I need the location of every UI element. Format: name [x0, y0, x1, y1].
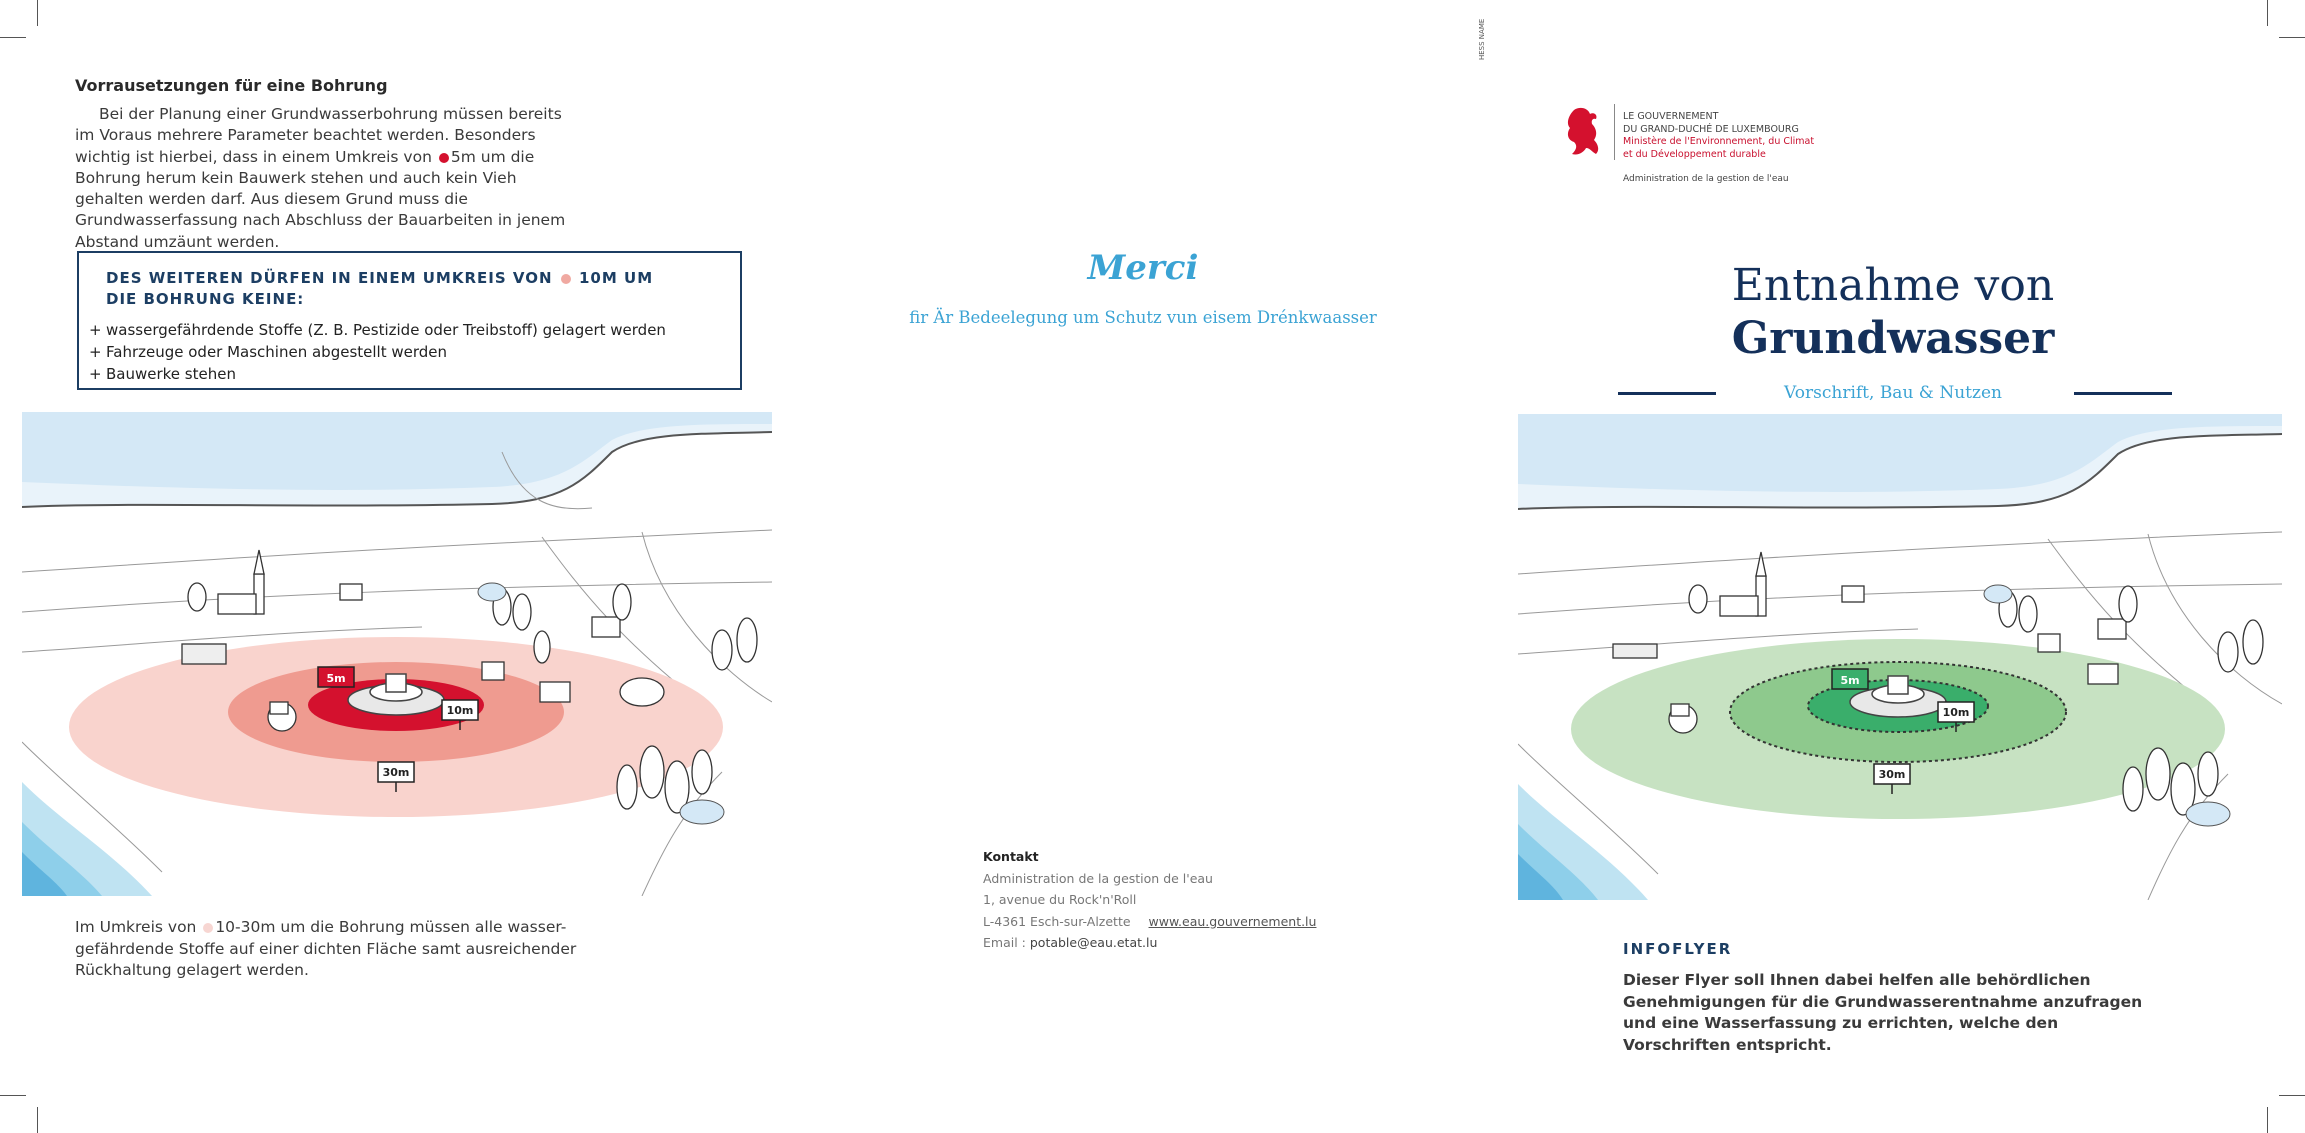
contact-city: L-4361 Esch-sur-Alzette	[983, 913, 1131, 929]
section-heading: Vorrausetzungen für eine Bohrung	[75, 76, 388, 95]
red-zone-dot-icon	[439, 153, 449, 163]
bottom-text-a: Im Umkreis von	[75, 918, 197, 936]
light-zone-dot-icon	[203, 923, 213, 933]
crop-mark	[0, 37, 26, 38]
merci-heading: Merci	[1087, 248, 1199, 288]
infoflyer-label: INFOFLYER	[1623, 940, 1733, 958]
contact-line: 1, avenue du Rock'n'Roll	[983, 892, 1137, 907]
red-lion-logo-icon	[1560, 104, 1604, 160]
zone-label-10m: 10m	[1942, 706, 1970, 719]
contact-line	[983, 932, 1316, 954]
rule-box-title-b: 10M UM DIE BOHRUNG KEINE:	[106, 269, 654, 308]
list-item	[89, 341, 666, 363]
zone-label-5m: 5m	[326, 672, 346, 685]
ministry-line: et du Développement durable	[1623, 148, 1766, 160]
gov-line: LE GOUVERNEMENT	[1623, 111, 1719, 122]
list-item	[89, 363, 666, 385]
crop-mark	[2279, 37, 2305, 38]
sign-5m	[1832, 669, 1868, 689]
bottom-text-b: 10-30m um die Bohrung müssen alle wasser-gefährdende Stoffe auf einer dichten Fläche samt ausreichender Rückhaltung gelagert werden.	[75, 918, 577, 979]
list-item-text: Fahrzeuge oder Maschinen abgestellt werden	[106, 343, 448, 361]
infoflyer-description: Dieser Flyer soll Ihnen dabei helfen alle behördlichen Genehmigungen für die Grundwasserentnahme anzufragen und eine Wasserfassung zu errichten, welche den Vorschriften entspricht.	[1623, 971, 2143, 1054]
intro-text-a: Bei der Planung einer Grundwasserbohrung müssen bereits im Voraus mehrere Parameter beachtet werden. Besonders wichtig ist hierbei, dass in einem Umkreis von	[75, 105, 562, 166]
protection-zone-illustration-green	[1518, 414, 2282, 900]
intro-text-b: 5m um die Bohrung herum kein Bauwerk stehen und auch kein Vieh gehalten werden darf. Aus diesem Grund muss die Grundwasserfassung nach Abschluss der Bauarbeiten in jenem Abstand umzäunt werden.	[75, 147, 566, 251]
gov-line: DU GRAND-DUCHÉ DE LUXEMBOURG	[1623, 123, 1799, 135]
plus-icon: +	[89, 343, 102, 361]
email-label: Email :	[983, 935, 1026, 950]
rule-list	[89, 319, 666, 385]
crop-mark	[37, 0, 38, 26]
protection-zone-illustration-red	[22, 412, 772, 896]
crop-mark	[37, 1107, 38, 1133]
contact-line	[983, 911, 1316, 933]
list-item-text: Bauwerke stehen	[106, 365, 236, 383]
government-text	[1623, 111, 1814, 161]
logo-divider	[1614, 104, 1615, 160]
plus-icon: +	[89, 365, 102, 383]
ministry-line: Ministère de l'Environnement, du Climat	[1623, 136, 1815, 147]
list-item-text: wassergefährdende Stoffe (Z. B. Pestizide oder Treibstoff) gelagert werden	[106, 321, 666, 339]
zone-label-30m: 30m	[1878, 768, 1906, 781]
sign-5m	[318, 667, 354, 687]
intro-paragraph	[75, 104, 570, 253]
bottom-paragraph	[75, 917, 595, 982]
rule-box-title-a: DES WEITEREN DÜRFEN IN EINEM UMKREIS VON	[106, 269, 553, 287]
ministry-text	[1623, 136, 1814, 161]
crop-mark	[2279, 1095, 2305, 1096]
zone-label-30m: 30m	[382, 766, 410, 779]
page-subtitle: Vorschrift, Bau & Nutzen	[1784, 383, 2002, 403]
website-link[interactable]: www.eau.gouvernement.lu	[1148, 913, 1317, 929]
plus-icon: +	[89, 321, 102, 339]
zone-label-10m: 10m	[446, 704, 474, 717]
crop-mark	[2267, 0, 2268, 26]
merci-subtitle: fir Är Bedeelegung um Schutz vun eisem Drénkwaasser	[909, 308, 1377, 327]
contact-block	[983, 846, 1316, 954]
crop-mark	[2267, 1107, 2268, 1133]
page-title-line2: Grundwasser	[1731, 313, 2055, 364]
rotated-label: HESS NAME	[1478, 18, 1486, 60]
crop-mark	[0, 1095, 26, 1096]
contact-line: Administration de la gestion de l'eau	[983, 870, 1213, 886]
contact-title: Kontakt	[983, 849, 1039, 864]
page-title-line1: Entnahme von	[1731, 260, 2055, 311]
email-link[interactable]: potable@eau.etat.lu	[1029, 935, 1158, 950]
administration-text: Administration de la gestion de l'eau	[1623, 174, 1789, 184]
zone-label-5m: 5m	[1840, 674, 1860, 687]
